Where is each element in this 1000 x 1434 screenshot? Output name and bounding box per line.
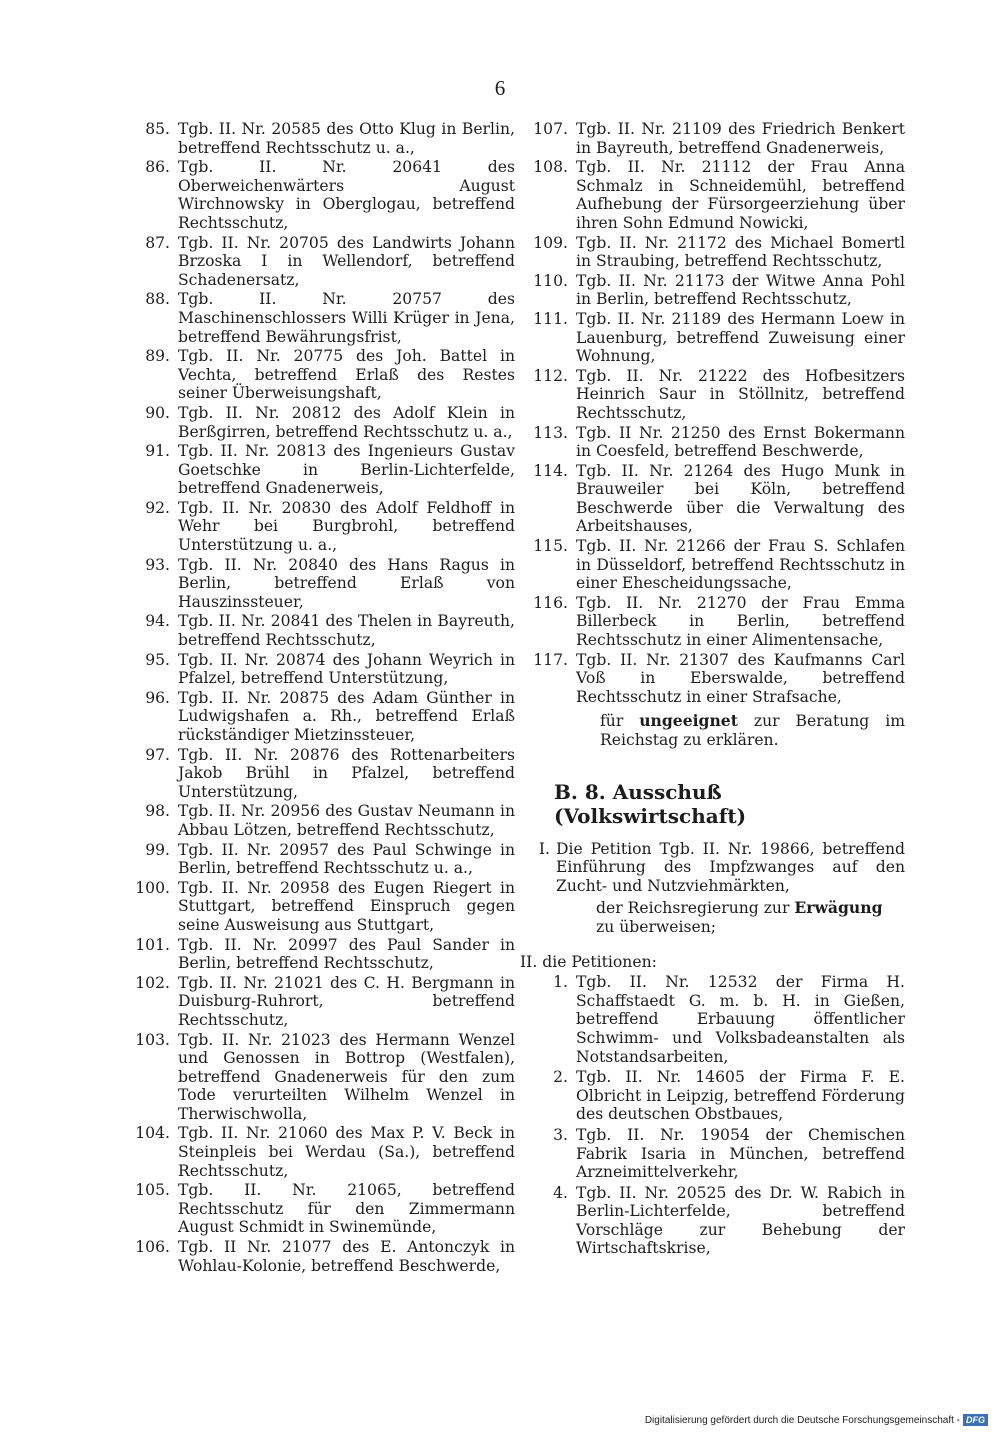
petition-entry-number: 94. xyxy=(145,612,170,631)
economy-petition-entry-number: 4. xyxy=(553,1183,568,1202)
petition-entry-number: 93. xyxy=(145,555,170,574)
petition-entry-text: Tgb. II. Nr. 20705 des Landwirts Johann Brzoska I in Wellendorf, betreffend Schadenersatz, xyxy=(178,233,515,289)
petition-entry-number: 87. xyxy=(145,233,170,252)
petition-entry-number: 97. xyxy=(145,745,170,764)
petition-entry xyxy=(130,841,515,878)
petition-entry-number: 100. xyxy=(135,878,170,897)
petition-entry xyxy=(520,120,905,157)
right-entries-list xyxy=(520,120,905,706)
petition-entry-number: 108. xyxy=(533,158,568,177)
petition-entry xyxy=(520,424,905,461)
roman-ii-entry xyxy=(520,953,905,972)
footer-text: Digitalisierung gefördert durch die Deutsche Forschungsgemeinschaft - xyxy=(644,1414,960,1426)
petition-entry-number: 116. xyxy=(533,593,568,612)
petition-entry-number: 113. xyxy=(533,423,568,442)
petition-entry xyxy=(520,594,905,650)
petition-entry-text: Tgb. II. Nr. 20775 des Joh. Battel in Vechta, betreffend Erlaß des Restes seiner Überweisungshaft, xyxy=(178,347,515,403)
petition-entry-number: 111. xyxy=(533,309,568,328)
petition-entry-number: 114. xyxy=(533,461,568,480)
petition-entry xyxy=(130,879,515,935)
petition-entry-text: Tgb. II. Nr. 21172 des Michael Bomertl in Straubing, betreffend Rechtsschutz, xyxy=(576,233,905,271)
petition-entry-text: Tgb. II. Nr. 21307 des Kaufmanns Carl Voß in Eberswalde, betreffend Rechtsschutz in einer Strafsache, xyxy=(576,650,905,706)
petition-entry-text: Tgb. II. Nr. 20997 des Paul Sander in Berlin, betreffend Rechtsschutz, xyxy=(178,935,515,973)
petition-entry-text: Tgb. II. Nr. 20840 des Hans Ragus in Berlin, betreffend Erlaß von Hauszinssteuer, xyxy=(178,555,515,611)
economy-petition-entry-number: 2. xyxy=(553,1068,568,1087)
petition-entry-text: Tgb. II. Nr. 20812 des Adolf Klein in Berßgirren, betreffend Rechtsschutz u. a., xyxy=(178,403,515,441)
petition-entry-text: Tgb. II. Nr. 21023 des Hermann Wenzel und Genossen in Bottrop (Westfalen), betreffend Gnadenerweis für den zum Tode verurteilten Wilhelm Wenzel in Therwischwolla, xyxy=(178,1030,515,1123)
petition-entry-text: Tgb. II Nr. 21250 des Ernst Bokermann in Coesfeld, betreffend Beschwerde, xyxy=(576,423,905,461)
petition-entry xyxy=(130,1238,515,1275)
roman-i-text: Die Petition Tgb. II. Nr. 19866, betreffend Einführung des Impfzwanges auf den Zucht- und Nutzviehmärkten, xyxy=(556,839,905,895)
petition-entry xyxy=(520,462,905,536)
petition-entry-number: 90. xyxy=(145,403,170,422)
petition-entry-text: Tgb. II. Nr. 21112 der Frau Anna Schmalz in Schneidemühl, betreffend Aufhebung der Fürsorgeerziehung über ihren Sohn Edmund Nowicki, xyxy=(576,158,905,232)
petition-entry-number: 88. xyxy=(145,290,170,309)
petition-entry-number: 85. xyxy=(145,120,170,138)
footer-credit xyxy=(645,1414,988,1426)
petition-entry xyxy=(130,1181,515,1237)
petition-entry-text: Tgb. II. Nr. 21060 des Max P. V. Beck in Steinpleis bei Werdau (Sa.), betreffend Rechtsschutz, xyxy=(178,1124,515,1180)
petition-entry xyxy=(130,404,515,441)
petition-entry xyxy=(520,537,905,593)
petition-entry-text: Tgb. II. Nr. 21222 des Hofbesitzers Heinrich Saur in Stöllnitz, betreffend Rechtsschutz, xyxy=(576,366,905,422)
economy-petition-entry-text: Tgb. II. Nr. 20525 des Dr. W. Rabich in Berlin-Lichterfelde, betreffend Vorschläge zur Behebung der Wirtschaftskrise, xyxy=(576,1183,905,1258)
petition-entry-text: Tgb. II. Nr. 20874 des Johann Weyrich in Pfalzel, betreffend Unterstützung, xyxy=(178,650,515,688)
ruling-unsuitable-post: zur Beratung im Reichstag zu erklären. xyxy=(600,712,905,749)
page-number: 6 xyxy=(494,76,506,100)
ruling-unsuitable xyxy=(600,712,905,749)
petition-entry-number: 86. xyxy=(145,158,170,177)
ruling-unsuitable-pre: für xyxy=(600,712,640,731)
right-column xyxy=(520,120,905,1258)
petition-entry-text: Tgb. II. Nr. 21173 der Witwe Anna Pohl in Berlin, betreffend Rechtsschutz, xyxy=(576,271,905,309)
roman-ii-lead: II. die Petitionen: xyxy=(520,952,657,971)
petition-entry xyxy=(520,310,905,366)
economy-petition-entry-text: Tgb. II. Nr. 19054 der Chemischen Fabrik Isaria in München, betreffend Arzneimittelverkehr, xyxy=(576,1125,905,1182)
economy-petition-entry xyxy=(520,973,905,1066)
economy-petition-entry-number: 1. xyxy=(553,973,568,992)
petition-entry xyxy=(130,746,515,802)
economy-petition-entry xyxy=(520,1068,905,1124)
petition-entry xyxy=(520,234,905,271)
petition-entry-text: Tgb. II. Nr. 20841 des Thelen in Bayreuth, betreffend Rechtsschutz, xyxy=(178,612,515,650)
roman-i-number: I. xyxy=(538,839,550,858)
petition-entry-number: 92. xyxy=(145,498,170,517)
petition-entry-number: 102. xyxy=(135,973,170,992)
ruling-consideration-post: zu überweisen; xyxy=(596,917,717,936)
petition-entry-text: Tgb. II. Nr. 21109 des Friedrich Benkert in Bayreuth, betreffend Gnadenerweis, xyxy=(576,120,905,157)
petition-entry xyxy=(130,347,515,403)
petition-entry-number: 99. xyxy=(145,840,170,859)
petition-entry xyxy=(520,651,905,707)
petition-entry-text: Tgb. II Nr. 21077 des E. Antonczyk in Wohlau-Kolonie, betreffend Beschwerde, xyxy=(178,1238,515,1275)
petition-entry xyxy=(130,1124,515,1180)
ruling-unsuitable-keyword: ungeeignet xyxy=(639,711,738,731)
petition-entry-text: Tgb. II. Nr. 21189 des Hermann Loew in Lauenburg, betreffend Zuweisung einer Wohnung, xyxy=(576,309,905,366)
petition-entry-text: Tgb. II. Nr. 20757 des Maschinenschlossers Willi Krüger in Jena, betreffend Bewährungsfrist, xyxy=(178,290,515,346)
petition-entry-text: Tgb. II. Nr. 20875 des Adam Günther in Ludwigshafen a. Rh., betreffend Erlaß rückständiger Mietzinssteuer, xyxy=(178,688,515,744)
petition-entry-text: Tgb. II. Nr. 21065, betreffend Rechtsschutz für den Zimmermann August Schmidt in Swinemünde, xyxy=(178,1181,515,1237)
petition-entry xyxy=(130,802,515,839)
petition-entry-text: Tgb. II. Nr. 21264 des Hugo Munk in Brauweiler bei Köln, betreffend Beschwerde über die Verwaltung des Arbeitshauses, xyxy=(576,461,905,536)
petitions-list xyxy=(520,973,905,1258)
petition-entry-number: 112. xyxy=(533,366,568,385)
petition-entry xyxy=(520,367,905,423)
petition-entry xyxy=(130,442,515,498)
petition-entry xyxy=(130,1031,515,1124)
petition-entry-number: 106. xyxy=(135,1238,170,1257)
ruling-consideration xyxy=(596,899,905,936)
petition-entry xyxy=(130,974,515,1030)
petition-entry xyxy=(520,272,905,309)
petition-entry-number: 96. xyxy=(145,688,170,707)
section-b-heading: B. 8. Ausschuß (Volkswirtschaft) xyxy=(554,779,747,828)
petition-entry-number: 103. xyxy=(135,1030,170,1049)
petition-entry xyxy=(130,936,515,973)
ruling-consideration-keyword: Erwägung xyxy=(794,898,883,918)
petition-entry-number: 98. xyxy=(145,802,170,821)
petition-entry-text: Tgb. II. Nr. 20813 des Ingenieurs Gustav Goetschke in Berlin-Lichterfelde, betreffend Gnadenerweis, xyxy=(178,442,515,498)
petition-entry-number: 109. xyxy=(533,233,568,252)
petition-entry xyxy=(130,556,515,612)
petition-entry-text: Tgb. II. Nr. 20876 des Rottenarbeiters Jakob Brühl in Pfalzel, betreffend Unterstützung, xyxy=(178,745,515,801)
petition-entry xyxy=(130,158,515,232)
petition-entry-text: Tgb. II. Nr. 21270 der Frau Emma Billerbeck in Berlin, betreffend Rechtsschutz in einer Alimentensache, xyxy=(576,593,905,650)
economy-petition-entry-text: Tgb. II. Nr. 14605 der Firma F. E. Olbricht in Leipzig, betreffend Förderung des deutschen Obstbaues, xyxy=(576,1068,905,1124)
petition-entry-text: Tgb. II. Nr. 20641 des Oberweichenwärters August Wirchnowsky in Oberglogau, betreffend Rechtsschutz, xyxy=(178,158,515,232)
petition-entry xyxy=(130,120,515,157)
roman-i-entry xyxy=(520,840,905,896)
petition-entry-text: Tgb. II. Nr. 21266 der Frau S. Schlafen in Düsseldorf, betreffend Rechtsschutz in einer Ehescheidungssache, xyxy=(576,537,905,593)
petition-entry-number: 115. xyxy=(533,537,568,556)
left-column xyxy=(130,120,515,1276)
petition-entry-number: 91. xyxy=(145,442,170,461)
economy-petition-entry xyxy=(520,1126,905,1182)
petition-entry xyxy=(130,651,515,688)
petition-entry-number: 89. xyxy=(145,347,170,366)
petition-entry-text: Tgb. II. Nr. 20830 des Adolf Feldhoff in Wehr bei Burgbrohl, betreffend Unterstützung u. a., xyxy=(178,498,515,555)
petition-entry-number: 110. xyxy=(533,271,568,290)
petition-entry xyxy=(520,158,905,232)
petition-entry-number: 104. xyxy=(135,1124,170,1143)
ruling-consideration-pre: der Reichsregierung zur xyxy=(596,899,795,918)
dfg-logo-icon: DFG xyxy=(963,1414,988,1426)
economy-petition-entry xyxy=(520,1184,905,1258)
petition-entry-text: Tgb. II. Nr. 20585 des Otto Klug in Berlin, betreffend Rechtsschutz u. a., xyxy=(178,120,515,157)
petition-entry-number: 95. xyxy=(145,650,170,669)
petition-entry-text: Tgb. II. Nr. 20958 des Eugen Riegert in Stuttgart, betreffend Einspruch gegen seine Ausweisung aus Stuttgart, xyxy=(178,878,515,934)
petition-entry-text: Tgb. II. Nr. 21021 des C. H. Bergmann in Duisburg-Ruhrort, betreffend Rechtsschutz, xyxy=(178,973,515,1029)
economy-petition-entry-number: 3. xyxy=(553,1125,568,1144)
petition-entry-number: 101. xyxy=(135,935,170,954)
petition-entry-number: 117. xyxy=(533,650,568,669)
economy-petition-entry-text: Tgb. II. Nr. 12532 der Firma H. Schaffstaedt G. m. b. H. in Gießen, betreffend Erbauung öffentlicher Schwimm- und Volksbadeanstalten als Notstandsarbeiten, xyxy=(576,973,905,1066)
petition-entry xyxy=(130,689,515,745)
petition-entry xyxy=(130,499,515,555)
petition-entry-number: 107. xyxy=(533,120,568,138)
petition-entry-number: 105. xyxy=(135,1181,170,1200)
petition-entry-text: Tgb. II. Nr. 20957 des Paul Schwinge in Berlin, betreffend Rechtsschutz u. a., xyxy=(178,840,515,878)
petition-entry-text: Tgb. II. Nr. 20956 des Gustav Neumann in Abbau Lötzen, betreffend Rechtsschutz, xyxy=(178,802,515,839)
petition-entry xyxy=(130,290,515,346)
petition-entry xyxy=(130,234,515,290)
petition-entry xyxy=(130,612,515,649)
